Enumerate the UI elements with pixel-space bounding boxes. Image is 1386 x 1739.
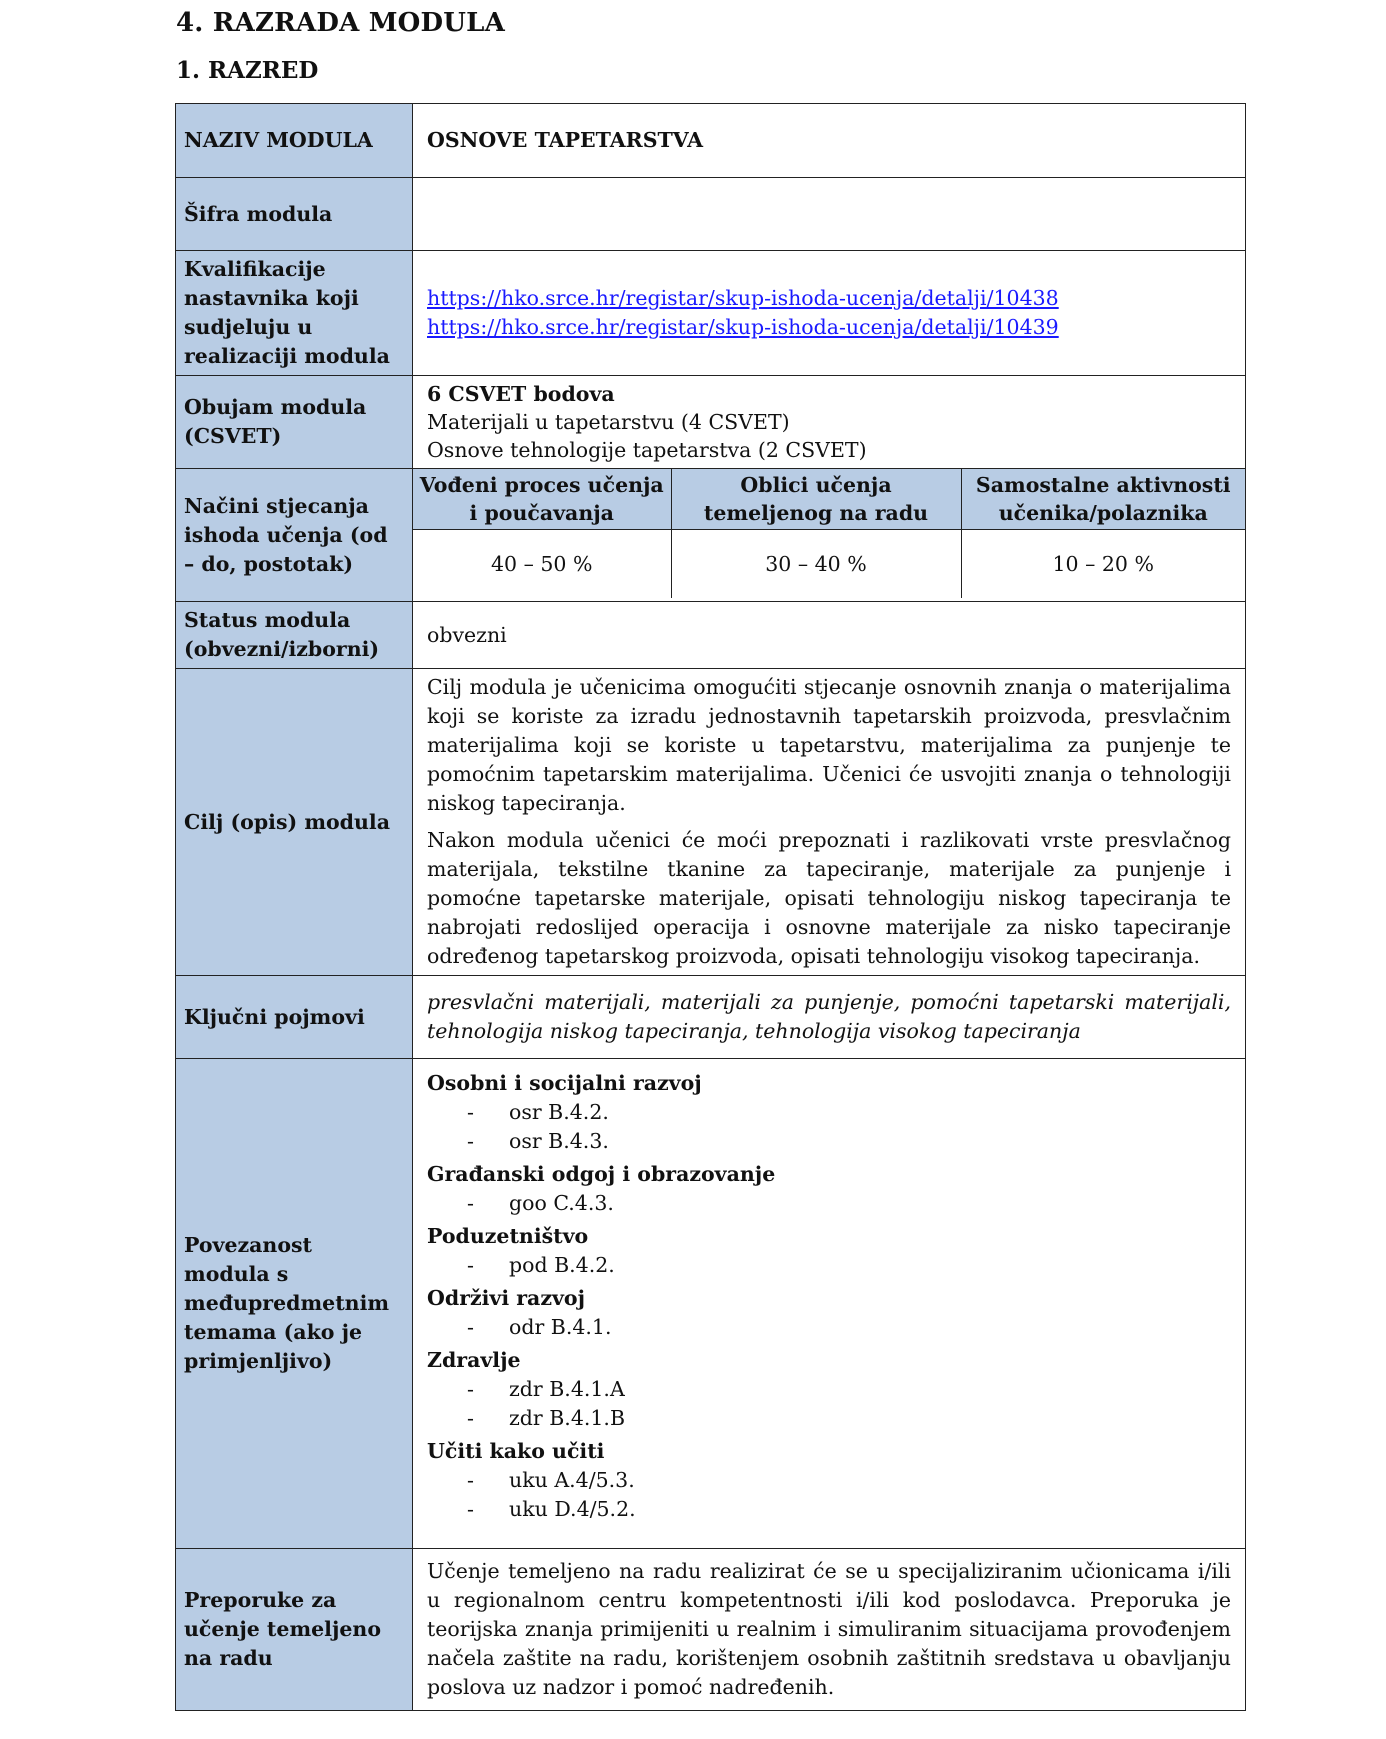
nacini-value-2: 30 – 40 % bbox=[671, 530, 961, 599]
value-kvalifikacije bbox=[413, 251, 1246, 376]
theme-list bbox=[427, 1251, 1231, 1280]
value-povezanost bbox=[413, 1059, 1246, 1549]
row-naziv bbox=[176, 104, 1246, 178]
value-obujam bbox=[413, 376, 1246, 469]
theme-item: - uku A.4/5.3. bbox=[427, 1466, 1231, 1495]
value-naziv: OSNOVE TAPETARSTVA bbox=[413, 104, 1246, 178]
theme-item: - pod B.4.2. bbox=[427, 1251, 1231, 1280]
row-pojmovi bbox=[176, 976, 1246, 1059]
theme-title: Građanski odgoj i obrazovanje bbox=[427, 1162, 776, 1186]
label-obujam: Obujam modula (CSVET) bbox=[176, 376, 413, 469]
theme-title: Poduzetništvo bbox=[427, 1224, 589, 1248]
row-preporuke bbox=[176, 1549, 1246, 1711]
label-naziv: NAZIV MODULA bbox=[176, 104, 413, 178]
theme-item: - zdr B.4.1.B bbox=[427, 1404, 1231, 1433]
nacini-subtable bbox=[413, 469, 1245, 598]
theme-item: - goo C.4.3. bbox=[427, 1189, 1231, 1218]
nacini-header-1: Vođeni proces učenja i poučavanja bbox=[413, 469, 671, 530]
value-status: obvezni bbox=[413, 602, 1246, 669]
value-sifra bbox=[413, 178, 1246, 251]
theme-list bbox=[427, 1313, 1231, 1342]
nacini-header-row bbox=[413, 469, 1245, 530]
value-preporuke: Učenje temeljeno na radu realizirat će se u specijaliziranim učionicama i/ili u regionalnom centru kompetentnosti i/ili kod poslodavca. Preporuka je teorijska znanja primijeniti u realnim i simuliranim situacijama provođenjem načela zaštite na radu, korištenjem osobnih zaštitnih sredstava u obavljanju poslova uz nadzor i pomoć nadređenih. bbox=[413, 1549, 1246, 1711]
label-cilj: Cilj (opis) modula bbox=[176, 669, 413, 976]
value-pojmovi: presvlačni materijali, materijali za punjenje, pomoćni tapetarski materijali, tehnologija niskog tapeciranja, tehnologija visokog tapeciranja bbox=[413, 976, 1246, 1059]
theme-title: Učiti kako učiti bbox=[427, 1439, 605, 1463]
nacini-value-1: 40 – 50 % bbox=[413, 530, 671, 599]
row-povezanost bbox=[176, 1059, 1246, 1549]
theme-list bbox=[427, 1098, 1231, 1156]
theme-list bbox=[427, 1375, 1231, 1433]
obujam-line-1: Materijali u tapetarstvu (4 CSVET) bbox=[427, 410, 790, 434]
value-nacini bbox=[413, 469, 1246, 602]
theme-list bbox=[427, 1189, 1231, 1218]
theme-title: Osobni i socijalni razvoj bbox=[427, 1071, 702, 1095]
row-obujam bbox=[176, 376, 1246, 469]
label-sifra: Šifra modula bbox=[176, 178, 413, 251]
cilj-paragraph-2: Nakon modula učenici će moći prepoznati i razlikovati vrste presvlačnog materijala, tekstilne tkanine za tapeciranje, materijale za punjenje i pomoćne tapetarske materijale, opisati tehnologiju niskog tapeciranja te nabrojati redoslijed operacija i osnovne materijale za nisko tapeciranje određenog tapetarskog proizvoda, opisati tehnologiju visokog tapeciranja. bbox=[427, 828, 1231, 968]
qualification-link-1[interactable]: https://hko.srce.hr/registar/skup-ishoda-ucenja/detalji/10438 bbox=[427, 286, 1059, 310]
obujam-total: 6 CSVET bodova bbox=[427, 382, 615, 406]
qualification-link-2[interactable]: https://hko.srce.hr/registar/skup-ishoda-ucenja/detalji/10439 bbox=[427, 315, 1059, 339]
row-sifra bbox=[176, 178, 1246, 251]
label-preporuke: Preporuke za učenje temeljeno na radu bbox=[176, 1549, 413, 1711]
theme-list bbox=[427, 1466, 1231, 1524]
row-nacini bbox=[176, 469, 1246, 602]
theme-item: - odr B.4.1. bbox=[427, 1313, 1231, 1342]
theme-item: - osr B.4.2. bbox=[427, 1098, 1231, 1127]
label-nacini: Načini stjecanja ishoda učenja (od – do, postotak) bbox=[176, 469, 413, 602]
nacini-value-row bbox=[413, 530, 1245, 599]
theme-item: - osr B.4.3. bbox=[427, 1127, 1231, 1156]
theme-title: Održivi razvoj bbox=[427, 1286, 585, 1310]
label-status: Status modula (obvezni/izborni) bbox=[176, 602, 413, 669]
row-status bbox=[176, 602, 1246, 669]
theme-title: Zdravlje bbox=[427, 1348, 521, 1372]
row-kvalifikacije bbox=[176, 251, 1246, 376]
nacini-header-2: Oblici učenja temeljenog na radu bbox=[671, 469, 961, 530]
row-cilj bbox=[176, 669, 1246, 976]
label-pojmovi: Ključni pojmovi bbox=[176, 976, 413, 1059]
label-kvalifikacije: Kvalifikacije nastavnika koji sudjeluju u realizaciji modula bbox=[176, 251, 413, 376]
module-table bbox=[175, 103, 1246, 1711]
nacini-header-3: Samostalne aktivnosti učenika/polaznika bbox=[961, 469, 1245, 530]
section-heading: 4. RAZRADA MODULA bbox=[176, 8, 506, 38]
theme-item: - zdr B.4.1.A bbox=[427, 1375, 1231, 1404]
value-cilj bbox=[413, 669, 1246, 976]
nacini-value-3: 10 – 20 % bbox=[961, 530, 1245, 599]
cilj-paragraph-1: Cilj modula je učenicima omogućiti stjecanje osnovnih znanja o materijalima koji se koriste za izradu jednostavnih tapetarskih proizvoda, presvlačnim materijalima koji se koriste u tapetarstvu, materijalima za punjenje te pomoćnim tapetarskim materijalima. Učenici će usvojiti znanja o tehnologiji niskog tapeciranja. bbox=[427, 675, 1231, 815]
theme-item: - uku D.4/5.2. bbox=[427, 1495, 1231, 1524]
obujam-line-2: Osnove tehnologije tapetarstva (2 CSVET) bbox=[427, 438, 867, 462]
class-subheading: 1. RAZRED bbox=[176, 57, 319, 84]
label-povezanost: Povezanost modula s međupredmetnim temama (ako je primjenljivo) bbox=[176, 1059, 413, 1549]
